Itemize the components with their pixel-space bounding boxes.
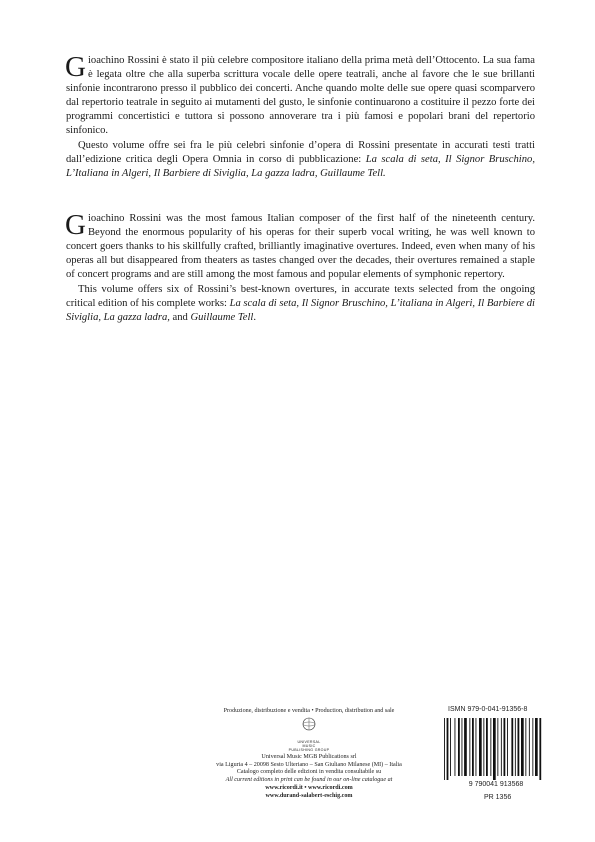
english-period: . bbox=[253, 312, 257, 323]
english-description bbox=[65, 209, 535, 325]
barcode-bar bbox=[447, 718, 449, 780]
barcode-bar bbox=[472, 718, 474, 776]
barcode-digits: 9 790041 913568 bbox=[468, 781, 524, 788]
barcode-bar bbox=[525, 718, 526, 776]
barcode-bar bbox=[486, 718, 488, 776]
italian-paragraph-1-text: ioachino Rossini è stato il più celebre compositore italiano della prima metà dell’Ottocento. La sua fama è legata oltre che alla superba scrittura vocale delle opere teatrali, anche al favore che le sue brillanti sinfonie incontrarono presso il pubblico dei concerti. Anche quando molte delle sue opere quasi scomparvero dal repertorio teatrale in seguito ai mutamenti del gusto, le sinfonie continuarono a costituire il pezzo forte dei programmi concertistici e tuttora si possono annoverare tra i più famosi e popolari brani del repertorio sinfonico. bbox=[66, 55, 535, 136]
italian-paragraph-2 bbox=[66, 139, 535, 181]
barcode-bar bbox=[515, 718, 516, 776]
italian-description bbox=[65, 51, 535, 181]
barcode-bar bbox=[444, 718, 445, 780]
italian-overture-titles: La scala di seta, Il Signor Bruschino, L’Italiana in Algeri, Il Barbiere di Siviglia, La gazza ladra, Guillaume Tell. bbox=[66, 154, 535, 179]
english-overture-titles: La scala di seta, Il Signor Bruschino, L’italiana in Algeri, Il Barbiere di Siviglia, La gazza ladra, bbox=[66, 298, 535, 323]
logo-text-universal: UNIVERSAL bbox=[297, 739, 321, 744]
website-links bbox=[200, 785, 418, 793]
english-paragraph-1 bbox=[65, 209, 535, 282]
barcode-bar bbox=[504, 718, 506, 776]
barcode-block bbox=[440, 706, 560, 801]
website-separator: • bbox=[302, 784, 309, 791]
barcode-bar bbox=[458, 718, 460, 776]
barcode-bar bbox=[450, 718, 451, 776]
barcode-bar bbox=[493, 718, 496, 780]
english-paragraph-2 bbox=[66, 283, 535, 325]
barcode-bar bbox=[469, 718, 470, 776]
barcode-bar bbox=[511, 718, 513, 776]
barcode-bar bbox=[529, 718, 530, 776]
english-last-title: Guillaume Tell bbox=[190, 312, 254, 323]
barcode-icon bbox=[440, 716, 552, 788]
italian-paragraph-1 bbox=[65, 51, 535, 138]
barcode-bar bbox=[501, 718, 502, 776]
barcode-bar bbox=[497, 718, 498, 776]
barcode-bar bbox=[521, 718, 524, 776]
barcode-bar bbox=[476, 718, 477, 776]
barcode-bar bbox=[464, 718, 467, 776]
barcode-bar bbox=[507, 718, 508, 776]
barcode-bar bbox=[462, 718, 463, 776]
barcode-bar bbox=[539, 718, 541, 780]
italian-dropcap: G bbox=[65, 51, 86, 83]
distribution-line: Produzione, distribuzione e vendita • Production, distribution and sale bbox=[223, 708, 395, 714]
website-ricordi-com[interactable]: www.ricordi.com bbox=[308, 784, 353, 791]
ismn-number: ISMN 979-0-041-91356-8 bbox=[448, 706, 528, 713]
website-durand[interactable]: www.durand-salabert-eschig.com bbox=[265, 792, 353, 799]
barcode-bar bbox=[518, 718, 520, 776]
logo-text-music: MUSIC bbox=[302, 743, 316, 748]
english-dropcap: G bbox=[65, 209, 86, 241]
catalogue-english: All current editions in print can be found in our on-line catalogue at bbox=[225, 777, 393, 784]
company-name: Universal Music MGB Publications srl bbox=[261, 753, 357, 760]
english-paragraph-1-text: ioachino Rossini was the most famous Italian composer of the first half of the nineteenth century. Beyond the enormous popularity of his operas for their superb vocal writing, he was well known to concert goers thanks to his skillfully crafted, brilliantly imaginative overtures. Indeed, even when many of his operas all but disappeared from theaters as tastes changed over the decades, their overtures remained a staple of concert programs and are still among the most famous and popular elements of symphonic repertory. bbox=[66, 213, 535, 280]
catalogue-italian: Catalogo completo delle edizioni in vendita consultabile su bbox=[236, 769, 382, 776]
italian-paragraph-2-text: Questo volume offre sei fra le più celebri sinfonie d’opera di Rossini presentate in accurati testi tratti dall’edizione critica degli Opera Omnia in corso di pubblicazione: bbox=[66, 140, 535, 165]
english-paragraph-2-text: This volume offers six of Rossini’s best-known overtures, in accurate texts selected from the ongoing critical edition of his complete works: bbox=[66, 284, 535, 309]
website-ricordi-it[interactable]: www.ricordi.it bbox=[265, 784, 303, 791]
company-address: via Liguria 4 – 20098 Sesto Ulteriano – San Giuliano Milanese (MI) – Italia bbox=[216, 761, 402, 768]
barcode-bar bbox=[532, 718, 533, 776]
barcode-bar bbox=[479, 718, 482, 776]
universal-music-logo-icon bbox=[287, 717, 331, 739]
catalogue-code: PR 1356 bbox=[484, 794, 512, 801]
barcode-bar bbox=[455, 718, 456, 776]
english-and-word: and bbox=[169, 312, 191, 323]
barcode-bar bbox=[483, 718, 484, 776]
barcode-bar bbox=[490, 718, 491, 776]
barcode-bar bbox=[535, 718, 538, 776]
publisher-imprint bbox=[200, 708, 418, 801]
logo-text-publishing-group: PUBLISHING GROUP bbox=[288, 747, 330, 752]
